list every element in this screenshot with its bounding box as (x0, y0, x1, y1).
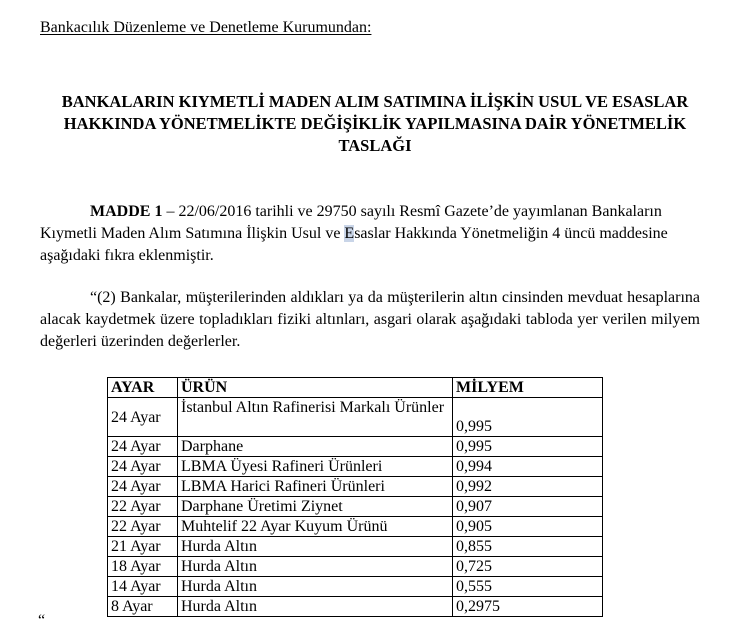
ayar-cell: 22 Ayar (108, 497, 178, 517)
ayar-cell: 22 Ayar (108, 517, 178, 537)
urun-cell: LBMA Harici Rafineri Ürünleri (178, 477, 453, 497)
urun-cell: Hurda Altın (178, 537, 453, 557)
title-line-3: TASLAĞI (338, 136, 412, 155)
header-ayar: AYAR (108, 378, 178, 398)
table-row (108, 457, 603, 477)
table-row (108, 517, 603, 537)
urun-cell: Muhtelif 22 Ayar Kuyum Ürünü (178, 517, 453, 537)
urun-cell (178, 398, 453, 437)
milyem-cell: 0,995 (453, 398, 603, 437)
madde-text-part-1: – 22/06/2016 tarihli ve 29750 sayılı Resmî Gazete’de yayımlanan Bankaların Kıymetli Maden Alım Satımına İlişkin Usul ve (40, 203, 662, 242)
table-row (108, 398, 603, 437)
milyem-cell: 0,905 (453, 517, 603, 537)
table-row (108, 597, 603, 617)
table-row (108, 577, 603, 597)
ayar-cell: 24 Ayar (108, 477, 178, 497)
urun-cell: Darphane Üretimi Ziynet (178, 497, 453, 517)
urun-cell: Hurda Altın (178, 577, 453, 597)
ayar-cell: 8 Ayar (108, 597, 178, 617)
milyem-cell: 0,995 (453, 437, 603, 457)
ayar-cell: 24 Ayar (108, 457, 178, 477)
added-clause-paragraph: “(2) Bankalar, müşterilerinden aldıkları ya da müşterilerin altın cinsinden mevduat hesaplarına alacak kaydetmek üzere topladıkları fiziki altınları, asgari olarak aşağıdaki tabloda yer verilen milyem değerleri üzerinden değerlerler. (40, 289, 700, 350)
ayar-cell: 24 Ayar (108, 437, 178, 457)
urun-cell: Darphane (178, 437, 453, 457)
madde-label: MADDE 1 (90, 203, 163, 220)
header-milyem: MİLYEM (453, 378, 603, 398)
table-row (108, 497, 603, 517)
milyem-cell: 0,994 (453, 457, 603, 477)
title-line-1: BANKALARIN KIYMETLİ MADEN ALIM SATIMINA İLİŞKİN USUL VE ESASLAR (61, 92, 689, 111)
table-row (108, 537, 603, 557)
highlighted-letter: E (344, 225, 355, 242)
milyem-cell: 0,2975 (453, 597, 603, 617)
ayar-cell: 14 Ayar (108, 577, 178, 597)
milyem-cell: 0,725 (453, 557, 603, 577)
table-row (108, 477, 603, 497)
table-row (108, 437, 603, 457)
milyem-table (107, 377, 603, 617)
madde-1-paragraph (40, 201, 700, 267)
ayar-cell: 21 Ayar (108, 537, 178, 557)
ayar-cell: 24 Ayar (108, 398, 178, 437)
milyem-cell: 0,907 (453, 497, 603, 517)
closing-quote-mark: “ (38, 612, 46, 629)
milyem-cell: 0,855 (453, 537, 603, 557)
urun-cell: Hurda Altın (178, 557, 453, 577)
title-line-2: HAKKINDA YÖNETMELİKTE DEĞİŞİKLİK YAPILMASINA DAİR YÖNETMELİK (63, 114, 687, 133)
urun-cell: LBMA Üyesi Rafineri Ürünleri (178, 457, 453, 477)
madde-text-part-2: saslar Hakkında Yönetmeliğin 4 üncü maddesine aşağıdaki fıkra eklenmiştir. (40, 225, 668, 264)
milyem-cell: 0,992 (453, 477, 603, 497)
table-row (108, 557, 603, 577)
table-header-row (108, 378, 603, 398)
document-title (0, 91, 750, 157)
urun-cell: Hurda Altın (178, 597, 453, 617)
urun-text: İstanbul Altın Rafinerisi Markalı Ürünler (181, 399, 445, 416)
header-urun: ÜRÜN (178, 378, 453, 398)
ayar-cell: 18 Ayar (108, 557, 178, 577)
issuer-heading: Bankacılık Düzenleme ve Denetleme Kurumundan: (40, 19, 372, 36)
milyem-cell: 0,555 (453, 577, 603, 597)
